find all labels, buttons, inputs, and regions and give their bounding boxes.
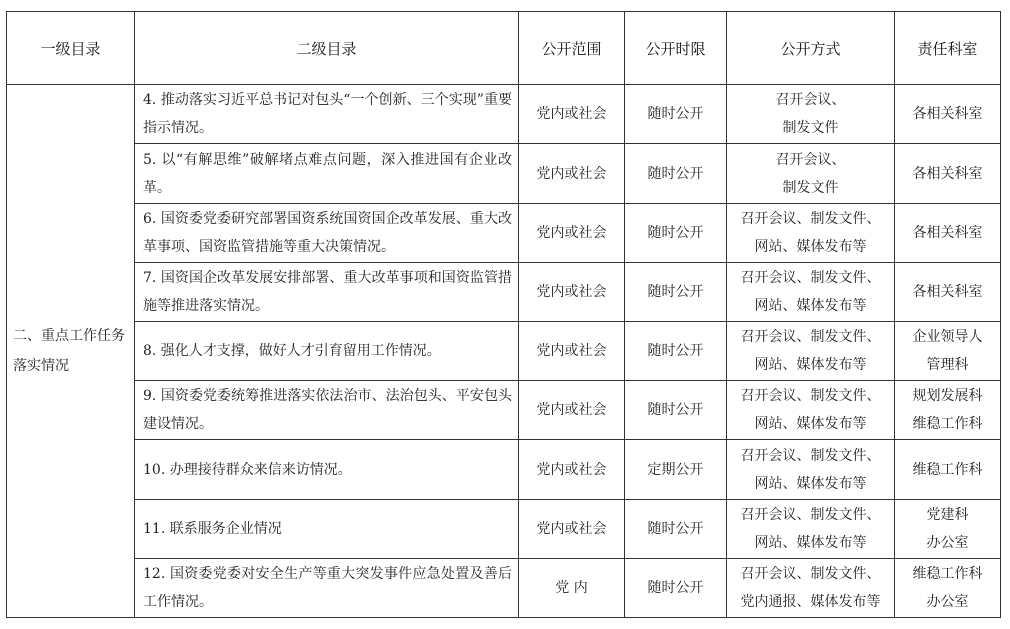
method-line: 召开会议、制发文件、 xyxy=(740,566,881,582)
table-row xyxy=(7,559,1001,618)
method-line: 网站、媒体发布等 xyxy=(754,298,867,314)
department-line: 维稳工作科 xyxy=(912,566,983,582)
department-line: 各相关科室 xyxy=(912,165,983,182)
responsible-department xyxy=(895,85,1001,144)
table-row xyxy=(7,204,1001,263)
table-row xyxy=(7,500,1001,559)
disclosure-time-limit: 随时公开 xyxy=(625,500,727,559)
group-label: 二、重点工作任务落实情况 xyxy=(7,85,135,618)
method-line: 召开会议、制发文件、 xyxy=(740,270,881,286)
disclosure-method xyxy=(727,85,895,144)
disclosure-scope: 党内或社会 xyxy=(519,144,625,204)
responsible-department xyxy=(895,322,1001,381)
table-row xyxy=(7,85,1001,144)
method-line: 召开会议、制发文件、 xyxy=(740,507,881,523)
responsible-department xyxy=(895,263,1001,322)
method-line: 召开会议、 xyxy=(775,92,846,108)
item-description: 9. 国资委党委统筹推进落实依法治市、法治包头、平安包头建设情况。 xyxy=(135,381,519,440)
department-line: 各相关科室 xyxy=(912,225,983,241)
department-line: 办公室 xyxy=(926,535,969,551)
responsible-department xyxy=(895,559,1001,618)
header-level1: 一级目录 xyxy=(7,12,135,85)
responsible-department xyxy=(895,500,1001,559)
disclosure-method xyxy=(727,144,895,204)
disclosure-time-limit: 随时公开 xyxy=(625,381,727,440)
table-row xyxy=(7,381,1001,440)
department-line: 维稳工作科 xyxy=(912,461,983,478)
method-line: 召开会议、制发文件、 xyxy=(740,329,881,345)
disclosure-method xyxy=(727,263,895,322)
method-line: 召开会议、制发文件、 xyxy=(740,388,881,404)
table-row xyxy=(7,322,1001,381)
method-line: 网站、媒体发布等 xyxy=(754,239,867,255)
responsible-department xyxy=(895,144,1001,204)
department-line: 各相关科室 xyxy=(912,106,983,122)
department-line: 企业领导人 xyxy=(912,329,983,345)
disclosure-time-limit: 随时公开 xyxy=(625,144,727,204)
method-line: 网站、媒体发布等 xyxy=(754,475,867,492)
department-line: 管理科 xyxy=(926,357,969,373)
item-description: 4. 推动落实习近平总书记对包头“一个创新、三个实现”重要指示情况。 xyxy=(135,85,519,144)
responsible-department xyxy=(895,381,1001,440)
disclosure-scope: 党内或社会 xyxy=(519,85,625,144)
disclosure-scope: 党 内 xyxy=(519,559,625,618)
method-line: 网站、媒体发布等 xyxy=(754,357,867,373)
disclosure-time-limit: 随时公开 xyxy=(625,322,727,381)
item-description: 6. 国资委党委研究部署国资系统国资国企改革发展、重大改革事项、国资监管措施等重大决策情况。 xyxy=(135,204,519,263)
table-row xyxy=(7,263,1001,322)
item-description: 12. 国资委党委对安全生产等重大突发事件应急处置及善后工作情况。 xyxy=(135,559,519,618)
method-line: 召开会议、制发文件、 xyxy=(740,447,881,464)
disclosure-method xyxy=(727,322,895,381)
header-scope: 公开范围 xyxy=(519,12,625,85)
disclosure-method xyxy=(727,559,895,618)
responsible-department xyxy=(895,204,1001,263)
disclosure-method xyxy=(727,440,895,500)
item-description: 7. 国资国企改革发展安排部署、重大改革事项和国资监管措施等推进落实情况。 xyxy=(135,263,519,322)
method-line: 召开会议、 xyxy=(775,151,846,168)
header-department: 责任科室 xyxy=(895,12,1001,85)
disclosure-method xyxy=(727,204,895,263)
table-row xyxy=(7,144,1001,204)
item-description: 5. 以“有解思维”破解堵点难点问题，深入推进国有企业改革。 xyxy=(135,144,519,204)
disclosure-method xyxy=(727,500,895,559)
method-line: 网站、媒体发布等 xyxy=(754,535,867,551)
disclosure-method xyxy=(727,381,895,440)
disclosure-time-limit: 随时公开 xyxy=(625,204,727,263)
disclosure-time-limit: 随时公开 xyxy=(625,263,727,322)
disclosure-scope: 党内或社会 xyxy=(519,263,625,322)
department-line: 办公室 xyxy=(926,594,969,610)
header-time-limit: 公开时限 xyxy=(625,12,727,85)
method-line: 制发文件 xyxy=(782,120,839,136)
disclosure-table xyxy=(6,11,1001,618)
disclosure-time-limit: 随时公开 xyxy=(625,85,727,144)
header-row xyxy=(7,12,1001,85)
item-description: 10. 办理接待群众来信来访情况。 xyxy=(135,440,519,500)
method-line: 召开会议、制发文件、 xyxy=(740,211,881,227)
header-method: 公开方式 xyxy=(727,12,895,85)
item-description: 11. 联系服务企业情况 xyxy=(135,500,519,559)
disclosure-scope: 党内或社会 xyxy=(519,500,625,559)
method-line: 党内通报、媒体发布等 xyxy=(740,594,881,610)
department-line: 党建科 xyxy=(926,507,969,523)
responsible-department xyxy=(895,440,1001,500)
disclosure-time-limit: 随时公开 xyxy=(625,559,727,618)
method-line: 制发文件 xyxy=(782,179,839,196)
department-line: 维稳工作科 xyxy=(912,416,983,432)
method-line: 网站、媒体发布等 xyxy=(754,416,867,432)
disclosure-scope: 党内或社会 xyxy=(519,381,625,440)
disclosure-scope: 党内或社会 xyxy=(519,440,625,500)
table-row xyxy=(7,440,1001,500)
disclosure-scope: 党内或社会 xyxy=(519,204,625,263)
disclosure-time-limit: 定期公开 xyxy=(625,440,727,500)
header-level2: 二级目录 xyxy=(135,12,519,85)
table-body xyxy=(7,85,1001,618)
department-line: 各相关科室 xyxy=(912,284,983,300)
disclosure-scope: 党内或社会 xyxy=(519,322,625,381)
department-line: 规划发展科 xyxy=(912,388,983,404)
item-description: 8. 强化人才支撑，做好人才引育留用工作情况。 xyxy=(135,322,519,381)
